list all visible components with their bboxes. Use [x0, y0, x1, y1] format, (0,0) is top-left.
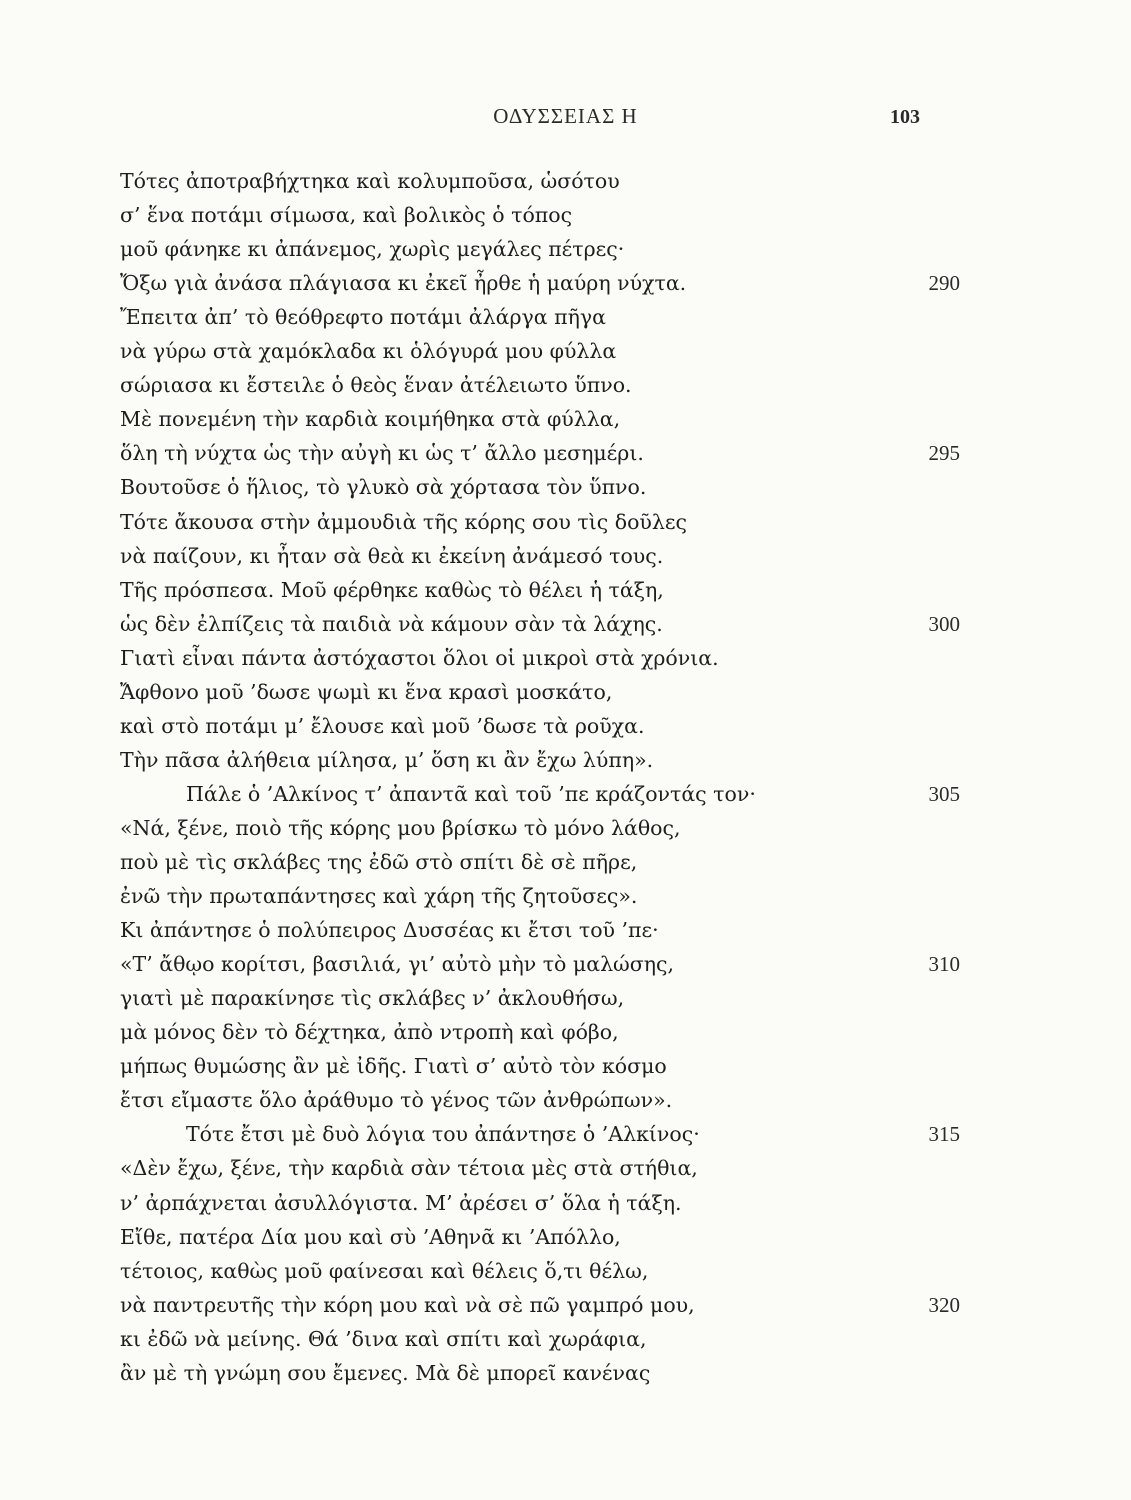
- verse-line: ὡς δὲν ἐλπίζεις τὰ παιδιὰ νὰ κάμουν σὰν τὰ λάχης.: [120, 611, 663, 636]
- verse-line: Τῆς πρόσπεσα. Μοῦ φέρθηκε καθὼς τὸ θέλει ἡ τάξη,: [120, 577, 664, 602]
- verse-line: ἔτσι εἴμαστε ὅλο ἀράθυμο τὸ γένος τῶν ἀνθρώπων».: [120, 1088, 673, 1113]
- verse-line: Τότες ἀποτραβήχτηκα καὶ κολυμποῦσα, ὡσότου: [120, 169, 620, 193]
- verse-line: Ὄξω γιὰ ἀνάσα πλάγιασα κι ἐκεῖ ἦρθε ἡ μαύρη νύχτα.: [120, 271, 687, 296]
- verse-line: μοῦ φάνηκε κι ἀπάνεμος, χωρὶς μεγάλες πέτρες·: [120, 237, 625, 262]
- verse-line: ἐνῶ τὴν πρωταπάντησες καὶ χάρη τῆς ζητοῦσες».: [120, 884, 638, 909]
- verse-line: Ἔπειτα ἀπ’ τὸ θεόθρεφτο ποτάμι ἀλάργα πῆγα: [120, 305, 606, 330]
- verse-line: «Τ’ ἄθῳο κορίτσι, βασιλιά, γι’ αὐτὸ μὴν τὸ μαλώσης,: [120, 952, 675, 977]
- verse-line: Ἄφθονο μοῦ ’δωσε ψωμὶ κι ἕνα κρασὶ μοσκάτο,: [120, 679, 613, 704]
- verse-line: μήπως θυμώσης ἂν μὲ ἰδῆς. Γιατὶ σ’ αὐτὸ τὸν κόσμο: [120, 1054, 667, 1079]
- verse-line: «Νά, ξένε, ποιὸ τῆς κόρης μου βρίσκω τὸ μόνο λάθος,: [120, 815, 681, 840]
- line-number: 315: [928, 1122, 960, 1147]
- line-number: 320: [928, 1292, 960, 1317]
- verse-line: κι ἐδῶ νὰ μείνης. Θά ’δινα καὶ σπίτι καὶ χωράφια,: [120, 1326, 647, 1351]
- verse-line: Τότε ἔτσι μὲ δυὸ λόγια του ἀπάντησε ὁ ’Αλκίνος·: [186, 1122, 700, 1147]
- line-number: 310: [928, 952, 960, 977]
- verse-line: Γιατὶ εἶναι πάντα ἀστόχαστοι ὅλοι οἱ μικροὶ στὰ χρόνια.: [120, 645, 719, 670]
- running-title: ΟΔΥΣΣΕΙΑΣ Η: [493, 104, 638, 128]
- verse-line: ὅλη τὴ νύχτα ὡς τὴν αὐγὴ κι ὡς τ’ ἄλλο μεσημέρι.: [120, 441, 644, 466]
- verse-line: νὰ παίζουν, κι ἦταν σὰ θεὰ κι ἐκείνη ἀνάμεσό τους.: [120, 543, 664, 568]
- line-number: 290: [928, 271, 960, 296]
- verse-line: Πάλε ὁ ’Αλκίνος τ’ ἀπαντᾶ καὶ τοῦ ’πε κράζοντάς τον·: [186, 781, 756, 806]
- verse-line: Βουτοῦσε ὁ ἥλιος, τὸ γλυκὸ σὰ χόρτασα τὸν ὕπνο.: [120, 475, 647, 500]
- verse-line: νὰ παντρευτῆς τὴν κόρη μου καὶ νὰ σὲ πῶ γαμπρό μου,: [120, 1292, 695, 1317]
- verse-line: Μὲ πονεμένη τὴν καρδιὰ κοιμήθηκα στὰ φύλλα,: [120, 407, 621, 432]
- verse-line: Εἴθε, πατέρα Δία μου καὶ σὺ ’Αθηνᾶ κι ’Απόλλο,: [120, 1224, 621, 1249]
- verse-line: μὰ μόνος δὲν τὸ δέχτηκα, ἀπὸ ντροπὴ καὶ φόβο,: [120, 1020, 619, 1045]
- verse-line: σ’ ἕνα ποτάμι σίμωσα, καὶ βολικὸς ὁ τόπος: [120, 203, 573, 228]
- verse-line: ποὺ μὲ τὶς σκλάβες της ἐδῶ στὸ σπίτι δὲ σὲ πῆρε,: [120, 850, 638, 874]
- verse-line: ν’ ἀρπάχνεται ἀσυλλόγιστα. Μ’ ἀρέσει σ’ ὅλα ἡ τάξη.: [120, 1190, 682, 1215]
- verse-line: γιατὶ μὲ παρακίνησε τὶς σκλάβες ν’ ἀκλουθήσω,: [120, 986, 625, 1011]
- verse-line: τέτοιος, καθὼς μοῦ φαίνεσαι καὶ θέλεις ὅ,τι θέλω,: [120, 1258, 649, 1283]
- line-number: 295: [928, 441, 960, 466]
- line-number: 305: [928, 781, 960, 806]
- verse-line: σώριασα κι ἔστειλε ὁ θεὸς ἕναν ἀτέλειωτο ὕπνο.: [120, 373, 632, 398]
- verse-line: νὰ γύρω στὰ χαμόκλαδα κι ὁλόγυρά μου φύλλα: [120, 339, 617, 364]
- verse-line: Τὴν πᾶσα ἀλήθεια μίλησα, μ’ ὅση κι ἂν ἔχω λύπη».: [120, 747, 654, 772]
- page-number: 103: [890, 106, 920, 128]
- verse-line: καὶ στὸ ποτάμι μ’ ἔλουσε καὶ μοῦ ’δωσε τὰ ροῦχα.: [120, 713, 645, 738]
- verse-line: Τότε ἄκουσα στὴν ἀμμουδιὰ τῆς κόρης σου τὶς δοῦλες: [120, 509, 687, 534]
- verse-line: Κι ἀπάντησε ὁ πολύπειρος Δυσσέας κι ἔτσι τοῦ ’πε·: [120, 918, 659, 943]
- line-number: 300: [928, 611, 960, 636]
- verse-line: ἂν μὲ τὴ γνώμη σου ἔμενες. Μὰ δὲ μπορεῖ κανένας: [120, 1360, 651, 1385]
- verse-line: «Δὲν ἔχω, ξένε, τὴν καρδιὰ σὰν τέτοια μὲς στὰ στήθια,: [120, 1156, 698, 1181]
